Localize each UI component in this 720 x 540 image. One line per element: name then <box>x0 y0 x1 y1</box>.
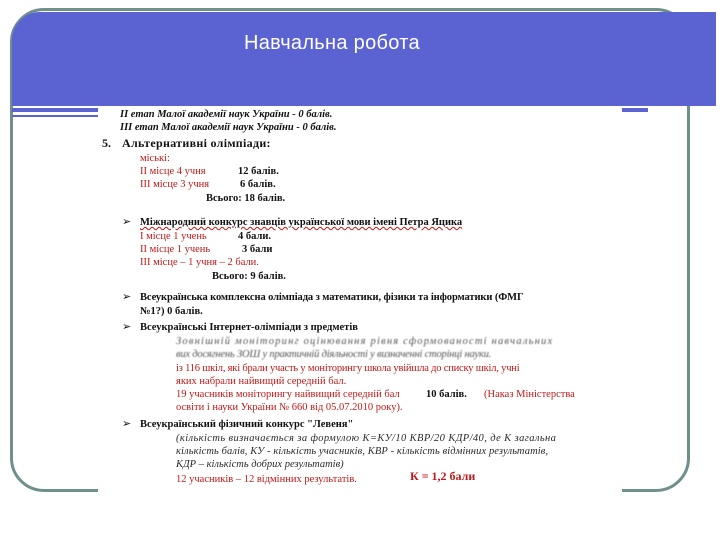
doc-line: ІІІ місце 3 учня <box>140 179 210 190</box>
doc-line: Всього: 9 балів. <box>212 271 286 282</box>
bullet-arrow-icon: ➢ <box>122 320 132 333</box>
doc-line: №1?) 0 балів. <box>140 306 203 317</box>
doc-line: (Наказ Міністерства <box>484 389 575 400</box>
doc-line: Всеукраїнська комплексна олімпіада з математики, фізики та інформатики (ФМГ <box>140 292 524 303</box>
doc-line: ІІ місце 1 учень <box>140 244 211 255</box>
doc-line: 6 балів. <box>240 179 276 190</box>
doc-line: ІІІ етап Малої академії наук України - 0 балів. <box>120 122 337 133</box>
doc-line: ІІ етап Малої академії наук України - 0 балів. <box>120 109 333 120</box>
doc-line: із 116 шкіл, які брали участь у моніторингу школа увійшла до списку шкіл, учні <box>176 363 520 374</box>
slide-title: Навчальна робота <box>244 32 420 54</box>
doc-line: 10 балів. <box>426 389 467 400</box>
doc-line: 3 бали <box>242 244 273 255</box>
doc-line: яких набрали найвищий середній бал. <box>176 376 347 387</box>
bullet-arrow-icon: ➢ <box>122 290 132 303</box>
doc-line: 19 учасників моніторингу найвищий середній бал <box>176 389 400 400</box>
doc-line: Всеукраїнські Інтернет-олімпіади з предметів <box>140 322 358 333</box>
bullet-arrow-icon: ➢ <box>122 417 132 430</box>
doc-line: 4 бали. <box>238 231 272 242</box>
doc-line: КДР – кількість добрих результатів) <box>176 459 344 470</box>
doc-line: вих досягнень ЗОШ у практичній діяльності у визначенні сторінці науки. <box>176 349 492 360</box>
header-band <box>12 12 716 106</box>
list-number: 5. <box>102 136 111 150</box>
doc-line: кількість балів, КУ - кількість учасників, КВР - кількість відмінних результатів, <box>176 446 549 457</box>
doc-line: (кількість визначається за формулою К=КУ/10 КВР/20 КДР/40, де К загальна <box>176 433 557 444</box>
doc-line: Зовнішній моніторинг оцінювання рівня сформованості навчальних <box>176 336 554 347</box>
doc-line: 12 балів. <box>238 166 279 177</box>
doc-line: Всього: 18 балів. <box>206 193 286 204</box>
scanned-document <box>98 106 622 494</box>
doc-line: міські: <box>140 153 170 164</box>
doc-line: освіти і науки України № 660 від 05.07.2010 року). <box>176 402 403 413</box>
section-heading: Альтернативні олімпіади: <box>122 136 271 150</box>
doc-line: ІІІ місце – 1 учня – 2 бали. <box>140 257 259 268</box>
doc-line: 12 учасників – 12 відмінних результатів. <box>176 474 357 485</box>
doc-line: Міжнародний конкурс знавців української мови імені Петра Яцика <box>140 217 463 228</box>
doc-line: І місце 1 учень <box>140 231 207 242</box>
bullet-arrow-icon: ➢ <box>122 215 132 228</box>
doc-line: Всеукраїнський фізичний конкурс "Левеня" <box>140 419 354 430</box>
result-label: К = 1,2 бали <box>410 469 476 483</box>
doc-line: ІІ місце 4 учня <box>140 166 206 177</box>
